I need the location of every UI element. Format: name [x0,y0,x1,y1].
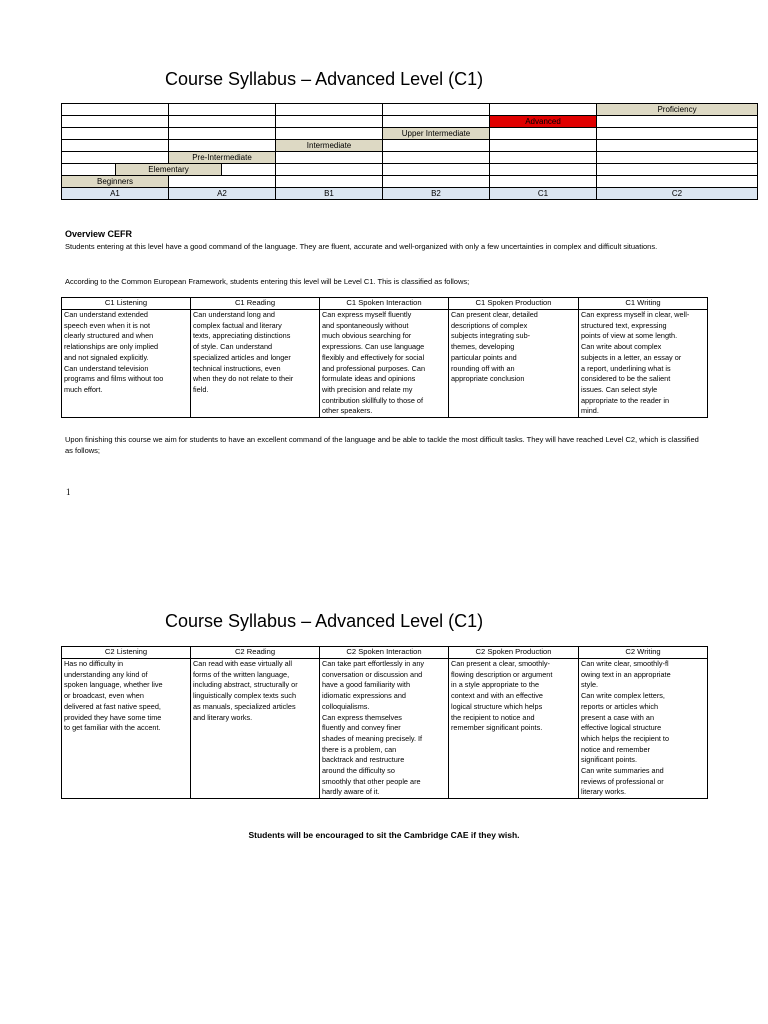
descriptor-line: notice and remember [581,744,650,754]
descriptor-line: and spontaneously without [322,320,409,330]
descriptor-line: formulate ideas and opinions [322,374,416,384]
descriptor-line: Can read with ease virtually all [193,659,292,668]
level-advanced: Advanced [490,116,597,128]
descriptor-line: Can take part effortlessly in any [322,659,425,668]
descriptor-line: forms of the written language, [193,669,290,679]
descriptor-cell [579,659,708,799]
page-title: Course Syllabus – Advanced Level (C1) [165,69,484,90]
descriptor-line: linguistically complex texts such [193,691,297,701]
descriptor-line: of style. Can understand [193,342,273,352]
descriptor-cell [320,659,449,799]
descriptor-line: other speakers. [322,406,373,416]
descriptor-line: Can present a clear, smoothly- [451,659,550,668]
descriptor-line: reports or articles which [581,701,659,711]
level-pre-intermediate: Pre-Intermediate [169,152,276,164]
descriptor-cell [191,310,320,418]
descriptor-line: Can understand long and [193,310,275,319]
descriptor-line: delivered at fast native speed, [64,701,161,711]
descriptor-line: texts, appreciating distinctions [193,331,291,341]
descriptor-line: hardly aware of it. [322,787,380,797]
column-header: C1 Spoken Production [449,298,579,310]
descriptor-line: which helps the recipient to [581,733,670,743]
descriptor-line: Can write summaries and [581,766,664,776]
descriptor-line: around the difficulty so [322,766,395,776]
descriptor-line: issues. Can select style [581,384,658,394]
descriptor-line: flowing description or argument [451,669,553,679]
descriptor-line: have a good familiarity with [322,680,411,690]
descriptor-line: or broadcast, even when [64,691,144,701]
descriptor-line: Can understand extended [64,310,148,319]
descriptor-line: smoothly that other people are [322,776,421,786]
descriptor-line: spoken language, whether live [64,680,163,690]
column-header: C2 Reading [191,647,320,659]
descriptor-line: mind. [581,406,599,416]
descriptor-line: idiomatic expressions and [322,691,406,701]
descriptor-line: structured text, expressing [581,320,667,330]
descriptor-cell [449,659,579,799]
descriptor-line: much obvious searching for [322,331,412,341]
descriptor-line: the recipient to notice and [451,712,535,722]
descriptor-line: effective logical structure [581,723,662,733]
descriptor-line: as manuals, specialized articles [193,701,296,711]
descriptor-line: literary works. [581,787,627,797]
level-intermediate: Intermediate [276,140,383,152]
level-code: C2 [597,188,758,200]
descriptor-line: field. [193,384,209,394]
descriptor-line: Can write clear, smoothly-fl [581,659,669,668]
level-beginners: Beginners [62,176,169,188]
descriptor-line: in a style appropriate to the [451,680,540,690]
level-upper-intermediate: Upper Intermediate [383,128,490,140]
descriptor-line: particular points and [451,352,517,362]
descriptor-line: relationships are only implied [64,342,159,352]
level-elementary: Elementary [116,164,222,176]
descriptor-line: rounding off with an [451,363,515,373]
descriptor-line: technical instructions, even [193,363,281,373]
cefr-intro-paragraph: According to the Common European Framework, students entering this level will be Level C1. This is classified as follows; [65,277,470,286]
descriptor-line: subjects in a letter, an essay or [581,352,682,362]
descriptor-line: flexibly and effectively for social [322,352,425,362]
descriptor-cell [449,310,579,418]
descriptor-line: programs and films without too [64,374,164,384]
descriptor-line: Can write complex letters, [581,691,665,701]
descriptor-line: expressions. Can use language [322,342,425,352]
descriptor-line: and professional purposes. Can [322,363,426,373]
descriptor-line: context and with an effective [451,691,543,701]
descriptor-line: much effort. [64,384,103,394]
level-code: A2 [169,188,276,200]
page-number: 1 [66,487,71,497]
descriptor-line: Can express myself in clear, well- [581,310,690,319]
descriptor-line: themes, developing [451,342,515,352]
cambridge-note: Students will be encouraged to sit the Cambridge CAE if they wish. [248,830,520,840]
descriptor-line: shades of meaning precisely. If [322,733,423,743]
overview-paragraph: Students entering at this level have a good command of the language. They are fluent, accurate and well-organized with only a few uncertainties in complex and difficult situations. [65,242,658,251]
descriptor-cell [320,310,449,418]
descriptor-line: descriptions of complex [451,320,528,330]
descriptor-line: present a case with an [581,712,655,722]
level-code: A1 [62,188,169,200]
descriptor-line: colloquialisms. [322,701,370,711]
column-header: C1 Listening [62,298,191,310]
descriptor-line: to get familiar with the accent. [64,723,161,733]
level-code: C1 [490,188,597,200]
finish-paragraph: Upon finishing this course we aim for students to have an excellent command of the language and be able to tackle the most difficult tasks. They will have reached Level C2, which is classified as follows; [65,435,699,455]
descriptor-cell [579,310,708,418]
page-title: Course Syllabus – Advanced Level (C1) [165,611,484,632]
descriptor-line: provided they have some time [64,712,162,722]
descriptor-line: owing text in an appropriate [581,669,671,679]
descriptor-line: significant points. [581,755,637,765]
descriptor-line: when they do not relate to their [193,374,294,384]
column-header: C1 Writing [579,298,708,310]
column-header: C2 Writing [579,647,708,659]
descriptor-line: Can understand television [64,363,149,373]
level-code: B1 [276,188,383,200]
descriptor-line: specialized articles and longer [193,352,291,362]
descriptor-line: Can present clear, detailed [451,310,538,319]
descriptor-line: speech even when it is not [64,320,150,330]
overview-heading: Overview CEFR [65,229,133,239]
descriptor-line: a report, underlining what is [581,363,671,373]
descriptor-line: conversation or discussion and [322,669,423,679]
descriptor-cell [62,659,191,799]
descriptor-line: remember significant points. [451,723,543,733]
descriptor-line: fluently and convey finer [322,723,401,733]
column-header: C1 Reading [191,298,320,310]
c2-descriptor-table [61,646,708,799]
column-header: C2 Listening [62,647,191,659]
descriptor-line: contribution skillfully to those of [322,395,423,405]
descriptor-line: reviews of professional or [581,776,664,786]
cefr-level-grid [61,103,758,200]
descriptor-line: points of view at some length. [581,331,678,341]
column-header: C2 Spoken Production [449,647,579,659]
descriptor-line: appropriate conclusion [451,374,525,384]
descriptor-line: and literary works. [193,712,253,722]
descriptor-line: clearly structured and when [64,331,154,341]
descriptor-line: backtrack and restructure [322,755,405,765]
level-code: B2 [383,188,490,200]
descriptor-line: Can express themselves [322,712,402,722]
descriptor-line: subjects integrating sub- [451,331,531,341]
descriptor-line: appropriate to the reader in [581,395,670,405]
descriptor-line: understanding any kind of [64,669,148,679]
level-proficiency: Proficiency [597,104,758,116]
descriptor-line: considered to be the salient [581,374,671,384]
descriptor-line: including abstract, structurally or [193,680,298,690]
c1-descriptor-table [61,297,708,418]
descriptor-line: there is a problem, can [322,744,397,754]
descriptor-line: complex factual and literary [193,320,282,330]
descriptor-line: and not signaled explicitly. [64,352,149,362]
descriptor-line: with precision and relate my [322,384,413,394]
descriptor-line: style. [581,680,599,690]
descriptor-line: Can write about complex [581,342,662,352]
column-header: C1 Spoken Interaction [320,298,449,310]
descriptor-cell [62,310,191,418]
descriptor-line: Can express myself fluently [322,310,412,319]
column-header: C2 Spoken Interaction [320,647,449,659]
descriptor-line: logical structure which helps [451,701,543,711]
descriptor-line: Has no difficulty in [64,659,124,668]
descriptor-cell [191,659,320,799]
